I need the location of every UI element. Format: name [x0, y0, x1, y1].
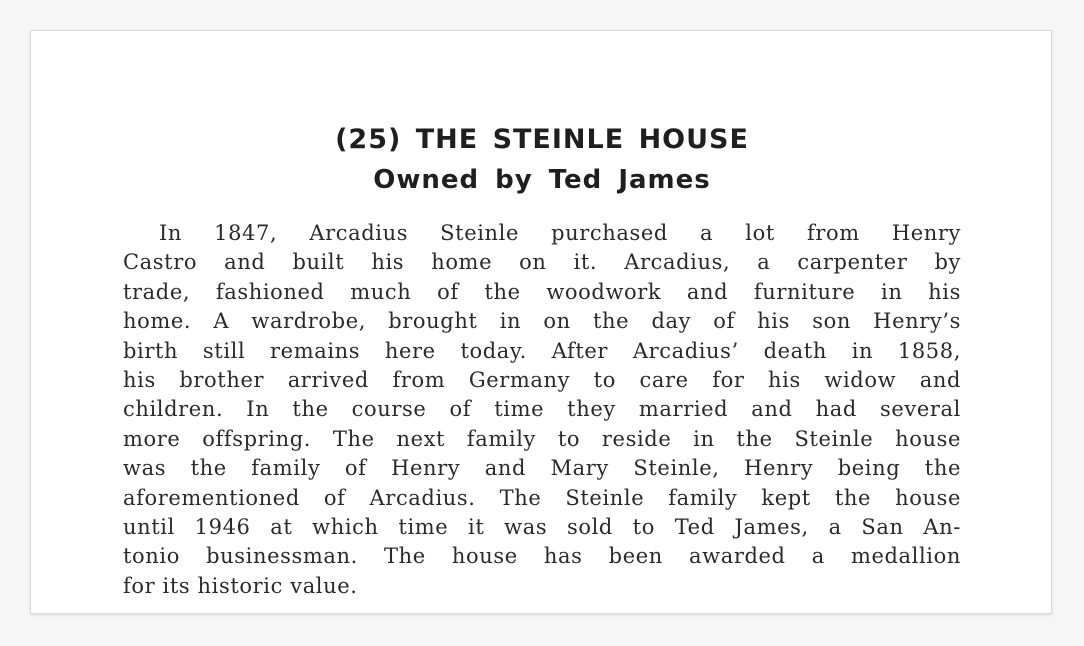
body-line: more offspring. The next family to reside in the Steinle house	[123, 426, 961, 451]
body-line: tonio businessman. The house has been awarded a medallion	[123, 544, 961, 569]
document-body	[123, 219, 961, 601]
body-line: birth still remains here today. After Arcadius’ death in 1858,	[123, 338, 961, 363]
body-line: children. In the course of time they married and had several	[123, 397, 961, 422]
body-line: home. A wardrobe, brought in on the day of his son Henry’s	[123, 309, 961, 334]
body-line: Castro and built his home on it. Arcadius, a carpenter by	[123, 250, 961, 275]
document-title: (25) THE STEINLE HOUSE	[335, 124, 749, 155]
body-line: trade, fashioned much of the woodwork and furniture in his	[123, 279, 961, 304]
body-line: was the family of Henry and Mary Steinle, Henry being the	[123, 456, 961, 481]
body-line: In 1847, Arcadius Steinle purchased a lot from Henry	[159, 221, 961, 245]
body-line: until 1946 at which time it was sold to Ted James, a San An-	[123, 514, 961, 539]
body-line: aforementioned of Arcadius. The Steinle family kept the house	[123, 485, 961, 510]
document-subtitle: Owned by Ted James	[373, 165, 711, 195]
body-line: his brother arrived from Germany to care for his widow and	[123, 367, 961, 392]
document-card	[30, 30, 1052, 614]
body-line: for its historic value.	[123, 573, 358, 598]
